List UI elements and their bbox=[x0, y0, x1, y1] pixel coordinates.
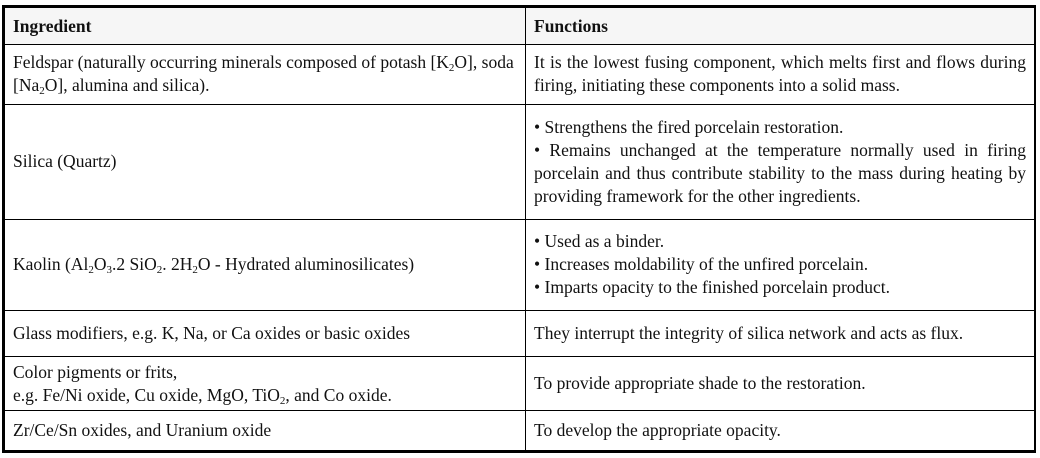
ingredients-table bbox=[2, 5, 1036, 453]
table-row bbox=[5, 310, 1035, 356]
function-text: They interrupt the integrity of silica network and acts as flux. bbox=[534, 322, 964, 343]
function-bullet: • Increases moldability of the unfired porcelain. bbox=[534, 253, 1026, 276]
ingredient-text: Silica (Quartz) bbox=[13, 151, 117, 172]
header-ingredient: Ingredient bbox=[5, 8, 526, 45]
ingredient-text: Glass modifiers, e.g. K, Na, or Ca oxides or basic oxides bbox=[13, 322, 411, 343]
functions-cell bbox=[526, 356, 1035, 411]
table-row bbox=[5, 411, 1035, 451]
function-bullet: • Imparts opacity to the finished porcelain product. bbox=[534, 276, 1026, 299]
ingredient-cell bbox=[5, 356, 526, 411]
functions-cell bbox=[526, 104, 1035, 219]
subscript: 3 bbox=[106, 264, 112, 277]
header-row bbox=[5, 8, 1035, 45]
table-row bbox=[5, 104, 1035, 219]
function-text: To provide appropriate shade to the restoration. bbox=[534, 373, 866, 394]
ingredient-text: O - Hydrated aluminosilicates) bbox=[197, 254, 415, 275]
ingredient-cell bbox=[5, 104, 526, 219]
function-bullet: • Remains unchanged at the temperature normally used in firing porcelain and thus contribute stability to the mass during heating by providing framework for the other ingredients. bbox=[534, 139, 1026, 208]
function-text: To develop the appropriate opacity. bbox=[534, 420, 781, 441]
ingredient-text: O], alumina and silica). bbox=[44, 75, 210, 96]
function-bullet: • Strengthens the fired porcelain restoration. bbox=[534, 116, 1026, 139]
ingredient-line bbox=[13, 384, 517, 407]
table-row bbox=[5, 356, 1035, 411]
ingredient-text: . 2H bbox=[162, 254, 193, 275]
functions-cell bbox=[526, 411, 1035, 451]
table-row bbox=[5, 219, 1035, 310]
function-bullet: • Used as a binder. bbox=[534, 230, 1026, 253]
ingredient-text: .2 SiO bbox=[111, 254, 157, 275]
functions-cell bbox=[526, 219, 1035, 310]
ingredient-text: , and Co oxide. bbox=[285, 384, 392, 405]
function-text: It is the lowest fusing component, which melts first and flows during firing, initiating these components into a solid mass. bbox=[534, 52, 1026, 96]
subscript: 2 bbox=[39, 85, 45, 98]
ingredient-cell bbox=[5, 310, 526, 356]
ingredient-text: O], soda [Na bbox=[13, 52, 514, 96]
ingredient-text: Color pigments or frits, bbox=[13, 361, 178, 382]
functions-cell bbox=[526, 310, 1035, 356]
subscript: 2 bbox=[192, 264, 198, 277]
subscript: 2 bbox=[156, 264, 163, 277]
subscript: 2 bbox=[448, 62, 455, 75]
ingredient-text: Feldspar (naturally occurring minerals composed of potash [K bbox=[13, 52, 449, 73]
subscript: 2 bbox=[279, 394, 286, 407]
subscript: 2 bbox=[88, 264, 94, 277]
table bbox=[4, 7, 1035, 451]
header-functions: Functions bbox=[526, 8, 1035, 45]
ingredient-text: e.g. Fe/Ni oxide, Cu oxide, MgO, TiO bbox=[13, 384, 280, 405]
ingredient-cell bbox=[5, 219, 526, 310]
ingredient-text: O bbox=[93, 254, 107, 275]
table-row bbox=[5, 45, 1035, 105]
ingredient-cell bbox=[5, 45, 526, 105]
functions-cell bbox=[526, 45, 1035, 105]
ingredient-text: Zr/Ce/Sn oxides, and Uranium oxide bbox=[13, 420, 272, 441]
ingredient-text: Kaolin (Al bbox=[13, 254, 89, 275]
ingredient-cell bbox=[5, 411, 526, 451]
